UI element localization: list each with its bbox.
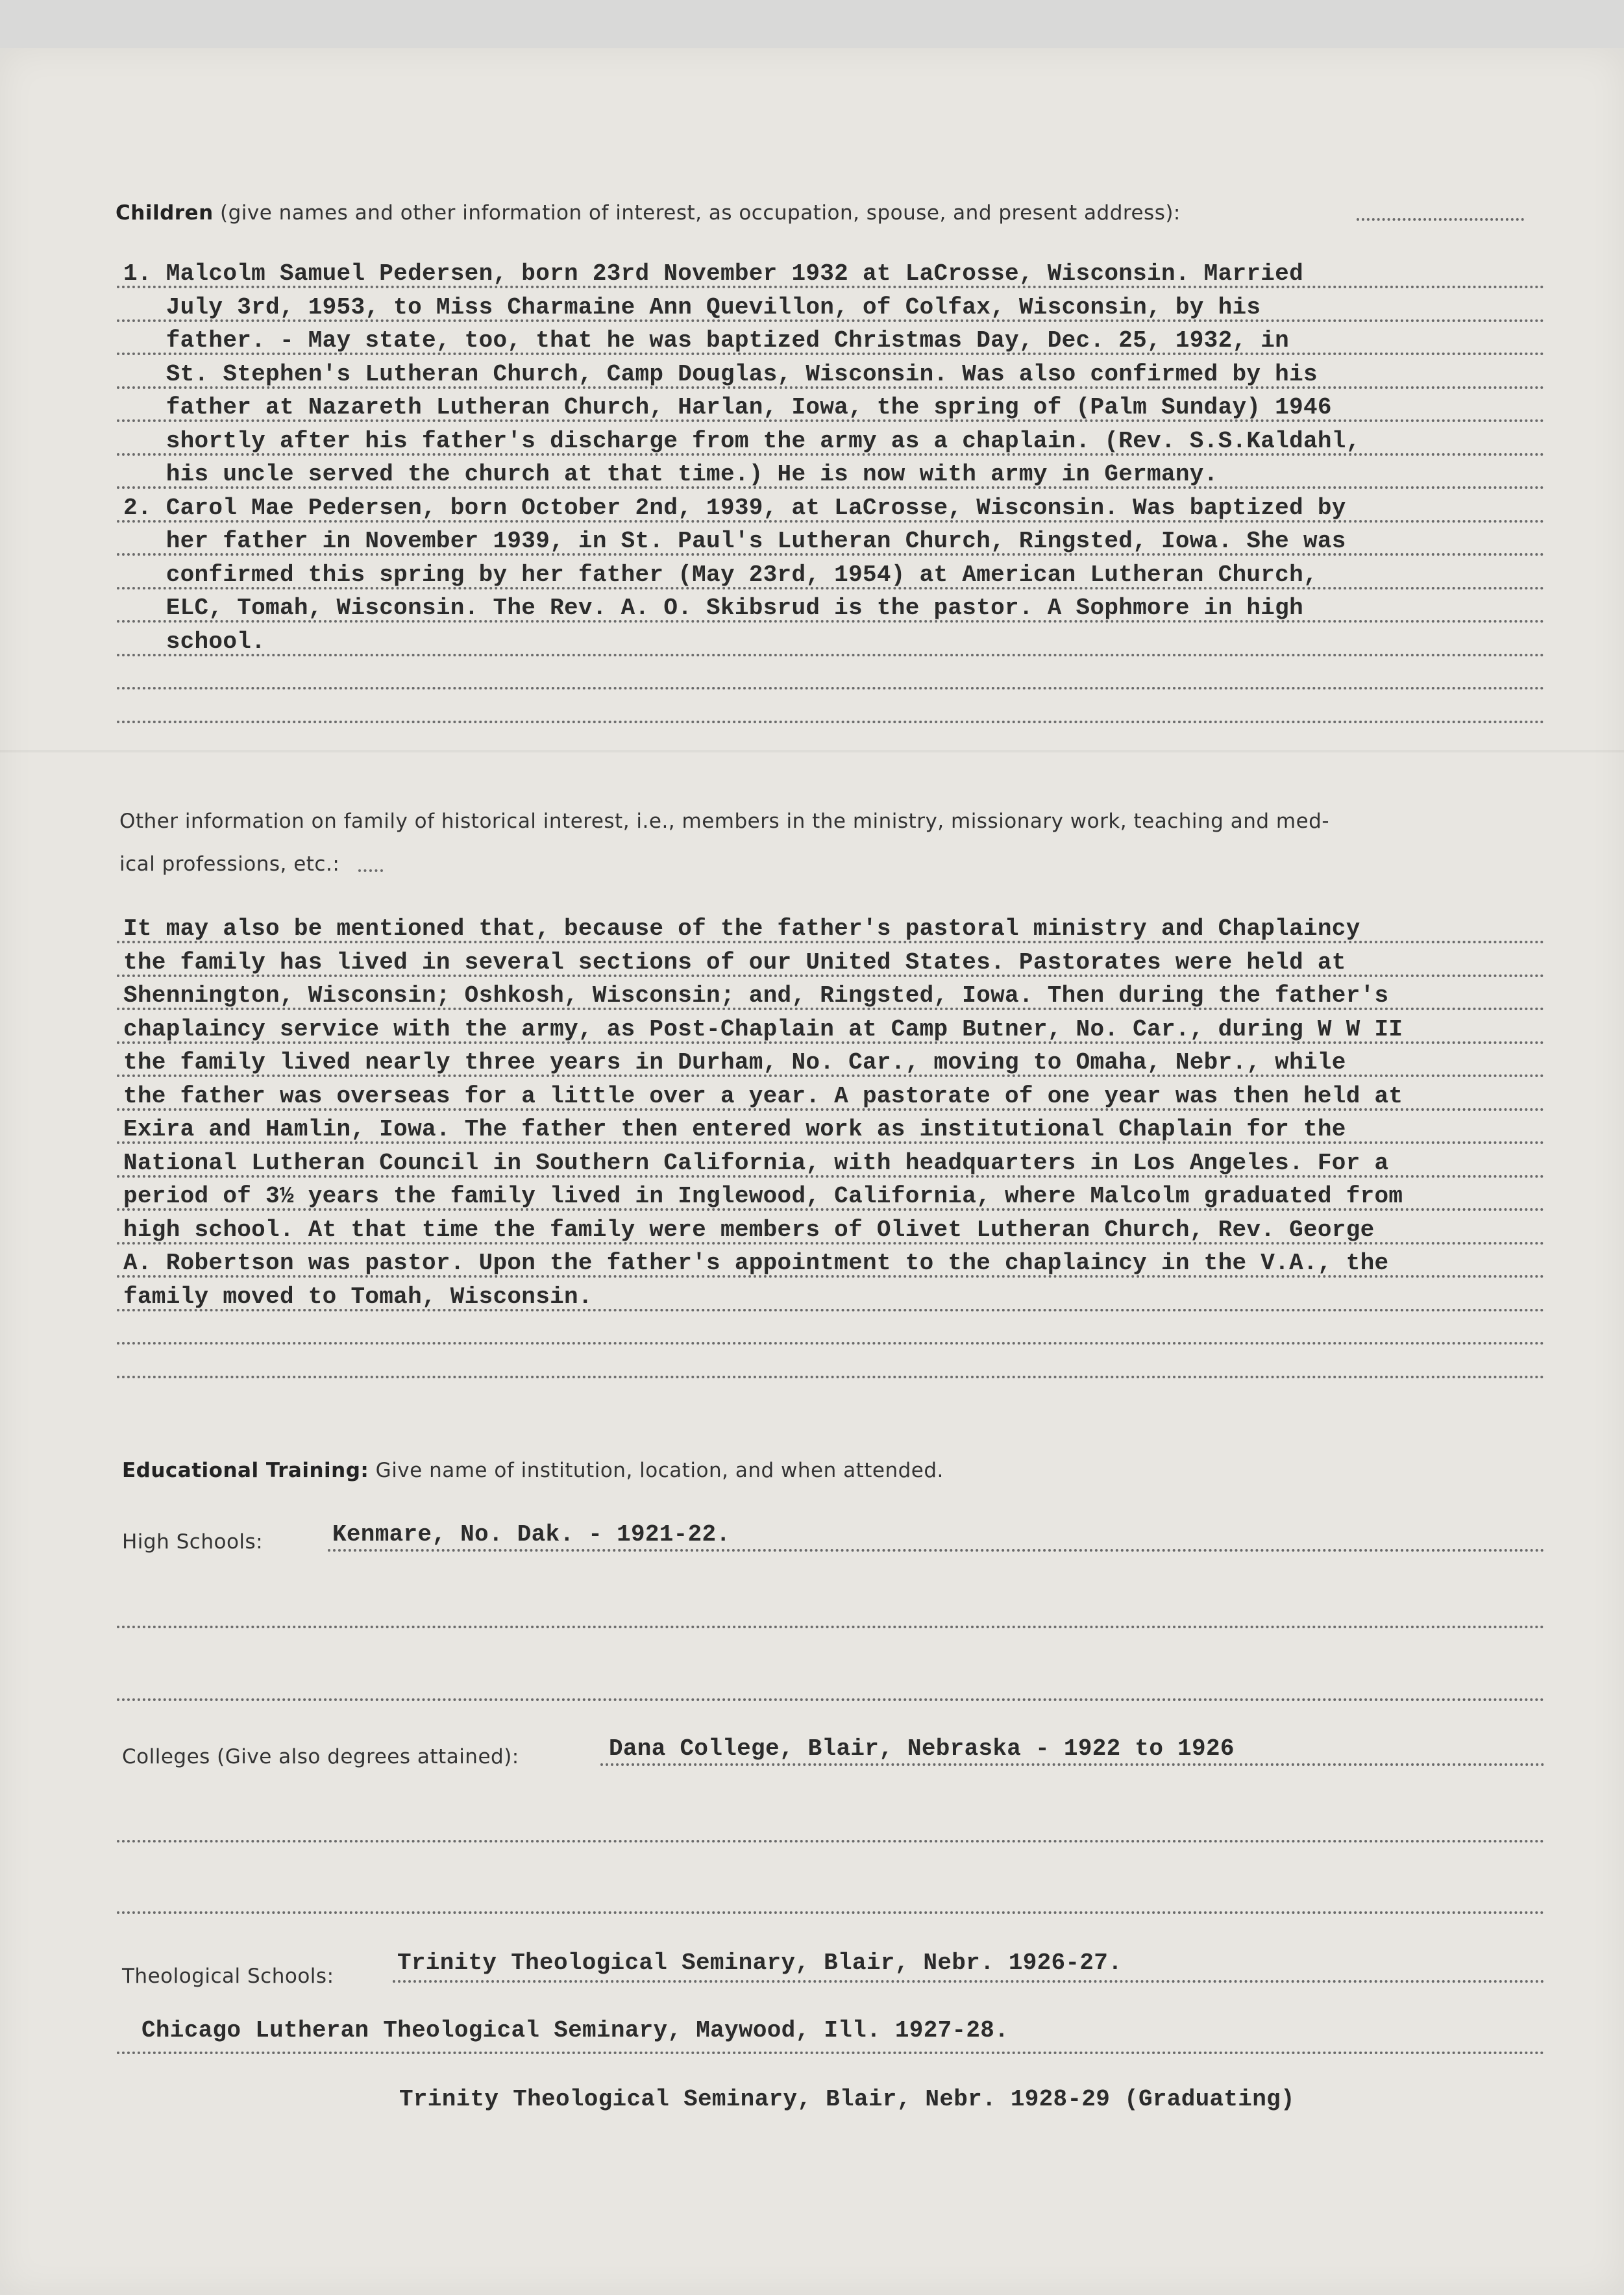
dotted-rule <box>117 553 1545 556</box>
typed-line: period of 3½ years the family lived in Inglewood, California, where Malcolm graduated from <box>123 1183 1403 1210</box>
dotted-rule <box>117 1309 1545 1311</box>
dotted-rule <box>117 974 1545 977</box>
typed-line: father at Nazareth Lutheran Church, Harlan, Iowa, the spring of (Palm Sunday) 1946 <box>123 394 1332 421</box>
dotted-rule <box>117 1376 1545 1378</box>
typed-line: family moved to Tomah, Wisconsin. <box>123 1283 593 1310</box>
typed-line: confirmed this spring by her father (May 23rd, 1954) at American Lutheran Church, <box>123 561 1318 588</box>
dotted-rule <box>117 1008 1545 1010</box>
dotted-rule <box>117 453 1545 456</box>
typed-line: the family lived nearly three years in Durham, No. Car., moving to Omaha, Nebr., while <box>123 1049 1346 1076</box>
typed-line: the father was overseas for a little over a year. A pastorate of one year was then held at <box>123 1082 1403 1110</box>
dotted-rule <box>117 1342 1545 1345</box>
typed-line: 1. Malcolm Samuel Pedersen, born 23rd November 1932 at LaCrosse, Wisconsin. Married <box>123 260 1303 287</box>
theological-rule <box>393 1980 1545 1983</box>
education-heading: Educational Training: <box>122 1459 369 1482</box>
dotted-rule <box>117 520 1545 523</box>
theological-value-3: Trinity Theological Seminary, Blair, Nebr. 1928-29 (Graduating) <box>399 2086 1295 2113</box>
children-heading-line <box>116 201 1181 225</box>
colleges-rule <box>600 1763 1545 1766</box>
high-schools-rule-3 <box>117 1698 1545 1701</box>
dotted-rule <box>117 587 1545 589</box>
colleges-label: Colleges (Give also degrees attained): <box>122 1745 519 1768</box>
children-prompt-fill <box>1357 218 1524 221</box>
scanner-background <box>0 0 1624 48</box>
dotted-rule <box>117 1108 1545 1111</box>
typed-line: National Lutheran Council in Southern California, with headquarters in Los Angeles. For a <box>123 1149 1389 1176</box>
typed-line: July 3rd, 1953, to Miss Charmaine Ann Quevillon, of Colfax, Wisconsin, by his <box>123 293 1261 321</box>
dotted-rule <box>117 654 1545 656</box>
children-heading: Children <box>116 201 214 225</box>
typed-line: her father in November 1939, in St. Paul's Lutheran Church, Ringsted, Iowa. She was <box>123 528 1346 554</box>
high-schools-value: Kenmare, No. Dak. - 1921-22. <box>332 1521 731 1548</box>
dotted-rule <box>117 1175 1545 1178</box>
typed-line: ELC, Tomah, Wisconsin. The Rev. A. O. Skibsrud is the pastor. A Sophmore in high <box>123 595 1303 621</box>
typed-line: school. <box>123 628 266 655</box>
dotted-rule <box>117 1242 1545 1245</box>
children-prompt: (give names and other information of interest, as occupation, spouse, and present address): <box>213 201 1181 225</box>
theological-value-1: Trinity Theological Seminary, Blair, Nebr. 1926-27. <box>397 1950 1123 1976</box>
typed-line: Shennington, Wisconsin; Oshkosh, Wisconsin; and, Ringsted, Iowa. Then during the father's <box>123 982 1389 1009</box>
typed-line: 2. Carol Mae Pedersen, born October 2nd, 1939, at LaCrosse, Wisconsin. Was baptized by <box>123 494 1346 521</box>
theological-rule-2 <box>117 2052 1545 2054</box>
colleges-value: Dana College, Blair, Nebraska - 1922 to 1926 <box>609 1735 1235 1762</box>
colleges-rule-3 <box>117 1911 1545 1914</box>
dotted-rule <box>117 1041 1545 1044</box>
dotted-rule <box>117 687 1545 689</box>
dotted-rule <box>117 386 1545 389</box>
dotted-rule <box>117 486 1545 489</box>
dotted-rule <box>117 1141 1545 1144</box>
dotted-rule <box>117 1074 1545 1077</box>
typed-line: Exira and Hamlin, Iowa. The father then entered work as institutional Chaplain for the <box>123 1116 1346 1143</box>
dotted-rule <box>117 941 1545 943</box>
dotted-rule <box>117 721 1545 723</box>
dotted-rule <box>117 286 1545 288</box>
typed-line: A. Robertson was pastor. Upon the father's appointment to the chaplaincy in the V.A., the <box>123 1250 1389 1276</box>
typed-line: St. Stephen's Lutheran Church, Camp Douglas, Wisconsin. Was also confirmed by his <box>123 360 1318 388</box>
theological-value-2: Chicago Lutheran Theological Seminary, Maywood, Ill. 1927-28. <box>141 2017 1009 2044</box>
other-info-prompt-line2: ical professions, etc.: <box>119 852 340 876</box>
high-schools-label: High Schools: <box>122 1530 264 1554</box>
typed-line: shortly after his father's discharge from the army as a chaplain. (Rev. S.S.Kaldahl, <box>123 427 1360 454</box>
dotted-rule <box>117 319 1545 322</box>
dotted-rule <box>117 1208 1545 1211</box>
typed-line: chaplaincy service with the army, as Post-Chaplain at Camp Butner, No. Car., during W W II <box>123 1015 1403 1043</box>
typed-line: father. - May state, too, that he was baptized Christmas Day, Dec. 25, 1932, in <box>123 327 1290 354</box>
typed-line: It may also be mentioned that, because of the father's pastoral ministry and Chaplaincy <box>123 915 1360 942</box>
dotted-rule <box>117 620 1545 623</box>
education-heading-line <box>122 1459 944 1482</box>
dotted-rule <box>117 419 1545 422</box>
typed-line: the family has lived in several sections of our United States. Pastorates were held at <box>123 949 1346 976</box>
dotted-rule <box>117 353 1545 355</box>
dotted-rule <box>117 1275 1545 1278</box>
page-fold <box>0 750 1624 752</box>
typed-line: high school. At that time the family were members of Olivet Lutheran Church, Rev. George <box>123 1216 1375 1243</box>
other-info-entries <box>123 912 1403 1313</box>
colleges-rule-2 <box>117 1840 1545 1842</box>
typed-line: his uncle served the church at that time.) He is now with army in Germany. <box>123 461 1218 488</box>
children-entries <box>123 257 1360 658</box>
high-schools-rule <box>328 1549 1545 1552</box>
education-prompt: Give name of institution, location, and when attended. <box>369 1459 944 1482</box>
other-info-prompt-line1: Other information on family of historical interest, i.e., members in the ministry, missionary work, teaching and med- <box>119 810 1330 833</box>
high-schools-rule-2 <box>117 1626 1545 1628</box>
other-info-prompt-fill <box>358 869 383 872</box>
theological-label: Theological Schools: <box>122 1965 334 1988</box>
